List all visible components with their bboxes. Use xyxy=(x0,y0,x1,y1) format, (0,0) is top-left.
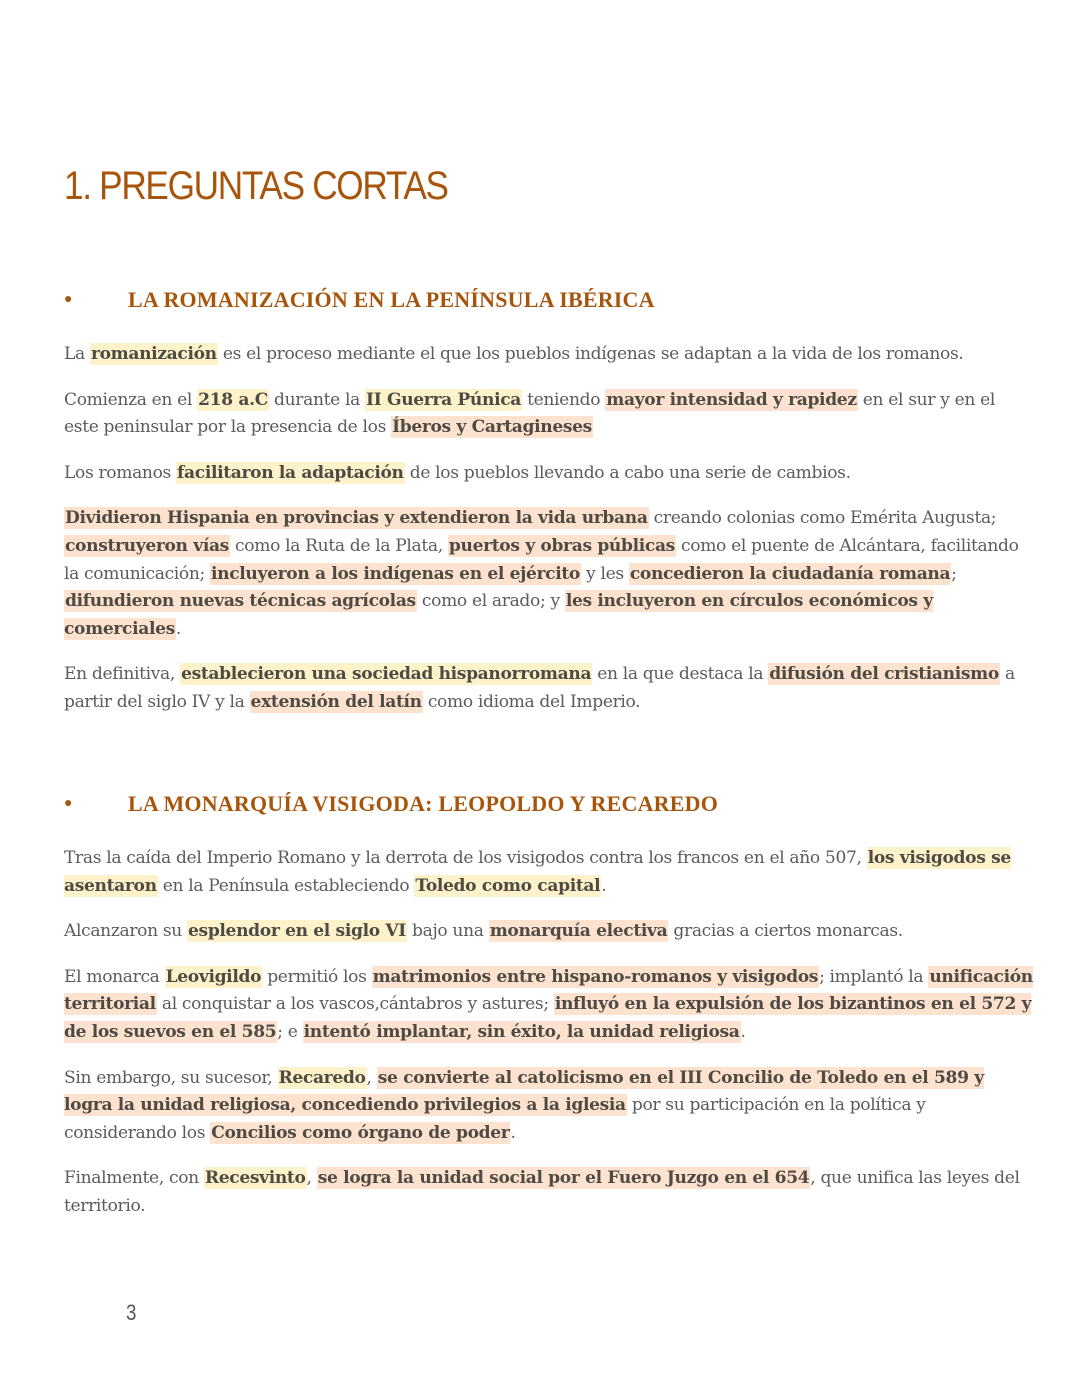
text-segment: Tras la caída del Imperio Romano y la derrota de los visigodos contra los francos en el año 507, xyxy=(64,848,867,868)
highlighted-text: los visigodos se asentaron xyxy=(64,848,1011,896)
section-heading-text: LA MONARQUÍA VISIGODA: LEOPOLDO Y RECAREDO xyxy=(128,791,719,816)
highlighted-text: Recaredo xyxy=(278,1067,366,1088)
highlighted-text: facilitaron la adaptación xyxy=(177,462,404,483)
highlighted-text: Concilios como órgano de poder xyxy=(211,1122,510,1143)
bullet-icon: ● xyxy=(64,796,73,811)
paragraph xyxy=(64,918,1034,946)
text-segment: Comienza en el xyxy=(64,389,198,410)
text-segment: . xyxy=(601,875,607,896)
text-segment: bajo una xyxy=(406,921,489,942)
text-segment: en el sur y en el este peninsular por la presencia de los xyxy=(64,389,996,438)
text-segment: Finalmente, con xyxy=(64,1168,204,1189)
highlighted-text: les incluyeron en círculos económicos y comerciales xyxy=(64,591,933,639)
paragraph xyxy=(64,964,1034,1047)
highlighted-text: influyó en la expulsión de los bizantinos en el 572 y de los suevos en el 585 xyxy=(64,994,1032,1042)
highlighted-text: mayor intensidad y rapidez xyxy=(606,389,857,410)
paragraph xyxy=(64,1165,1034,1220)
highlighted-text: se convierte al catolicismo en el III Concilio de Toledo en el 589 y logra la unidad religiosa, concediendo privilegios a la iglesia xyxy=(64,1067,984,1116)
text-segment: , que unifica las leyes del territorio. xyxy=(64,1168,1020,1216)
paragraph xyxy=(64,505,1034,643)
text-segment: como idioma del Imperio. xyxy=(422,691,641,712)
highlighted-text: puertos y obras públicas xyxy=(448,535,675,556)
highlighted-text: matrimonios entre hispano-romanos y visigodos xyxy=(372,966,819,987)
text-segment: ; e xyxy=(277,1021,303,1042)
text-segment: . xyxy=(740,1021,746,1042)
text-segment: Los romanos xyxy=(64,462,177,483)
text-segment: es el proceso mediante el que los pueblos indígenas se adaptan a la vida de los romanos. xyxy=(217,344,964,364)
highlighted-text: Leovigildo xyxy=(165,966,262,987)
highlighted-text: II Guerra Púnica xyxy=(366,389,522,410)
paragraph xyxy=(64,341,1034,369)
highlighted-text: Toledo como capital xyxy=(415,875,601,896)
highlighted-text: concedieron la ciudadanía romana xyxy=(629,563,951,584)
text-segment: La xyxy=(64,344,90,364)
text-segment: creando colonias como Emérita Augusta; xyxy=(648,508,997,529)
text-segment: El monarca xyxy=(64,966,165,987)
highlighted-text: 218 a.C xyxy=(198,389,268,410)
text-segment: en la Península estableciendo xyxy=(157,875,415,896)
text-segment: permitió los xyxy=(262,966,372,987)
paragraph xyxy=(64,845,1034,900)
section-monarquia-visigoda xyxy=(64,791,1034,1239)
highlighted-text: establecieron una sociedad hispanorromana xyxy=(181,664,592,685)
section-heading-text: LA ROMANIZACIÓN EN LA PENÍNSULA IBÉRICA xyxy=(128,287,655,312)
text-segment: teniendo xyxy=(522,389,606,410)
text-segment: ; implantó la xyxy=(819,966,929,987)
text-segment: y les xyxy=(580,563,629,584)
text-segment: . xyxy=(510,1122,516,1143)
paragraph xyxy=(64,1065,1034,1148)
highlighted-text: romanización xyxy=(90,344,217,364)
highlighted-text: construyeron vías xyxy=(65,535,229,556)
paragraph xyxy=(64,460,1034,488)
bullet-icon: ● xyxy=(64,292,73,307)
highlighted-text: extensión del latín xyxy=(250,691,422,712)
text-segment: de los pueblos llevando a cabo una serie de cambios. xyxy=(404,462,851,483)
text-segment: al conquistar a los vascos,cántabros y astures; xyxy=(156,994,554,1015)
text-segment: como el puente de Alcántara, facilitando la comunicación; xyxy=(64,535,1019,584)
highlighted-text: Recesvinto xyxy=(204,1168,306,1189)
highlighted-text: incluyeron a los indígenas en el ejército xyxy=(211,563,580,584)
highlighted-text: intentó implantar, sin éxito, la unidad religiosa xyxy=(303,1021,740,1042)
section-heading xyxy=(64,791,1034,817)
text-segment: durante la xyxy=(268,389,366,410)
section-heading xyxy=(64,287,1034,313)
text-segment: Sin embargo, su sucesor, xyxy=(64,1067,278,1088)
highlighted-text: unificación territorial xyxy=(64,966,1033,1015)
text-segment: en la que destaca la xyxy=(592,664,769,685)
highlighted-text: difusión del cristianismo xyxy=(769,664,999,685)
highlighted-text: Dividieron Hispania en provincias y extendieron la vida urbana xyxy=(65,508,648,529)
text-segment: , xyxy=(366,1067,377,1088)
text-segment: , xyxy=(306,1168,317,1189)
section-body xyxy=(64,341,1034,717)
text-segment: ; xyxy=(951,563,957,584)
paragraph xyxy=(64,661,1034,716)
section-body xyxy=(64,845,1034,1221)
highlighted-text: esplendor en el siglo VI xyxy=(188,921,406,942)
highlighted-text: monarquía electiva xyxy=(489,921,668,942)
text-segment: como el arado; y xyxy=(416,591,565,612)
highlighted-text: se logra la unidad social por el Fuero Juzgo en el 654 xyxy=(317,1168,810,1189)
text-segment: a partir del siglo IV y la xyxy=(64,664,1015,712)
section-romanizacion xyxy=(64,287,1034,735)
text-segment: gracias a ciertos monarcas. xyxy=(668,921,903,942)
text-segment: Alcanzaron su xyxy=(64,921,188,942)
text-segment: como la Ruta de la Plata, xyxy=(229,535,448,556)
text-segment: . xyxy=(175,618,181,639)
paragraph xyxy=(64,387,1034,442)
highlighted-text: Íberos y Cartagineses xyxy=(392,417,592,438)
text-segment: por su participación en la política y considerando los xyxy=(64,1095,926,1143)
text-segment: En definitiva, xyxy=(64,664,181,685)
page-title: 1. PREGUNTAS CORTAS xyxy=(64,164,448,208)
page-number: 3 xyxy=(126,1300,137,1325)
highlighted-text: difundieron nuevas técnicas agrícolas xyxy=(65,591,416,612)
